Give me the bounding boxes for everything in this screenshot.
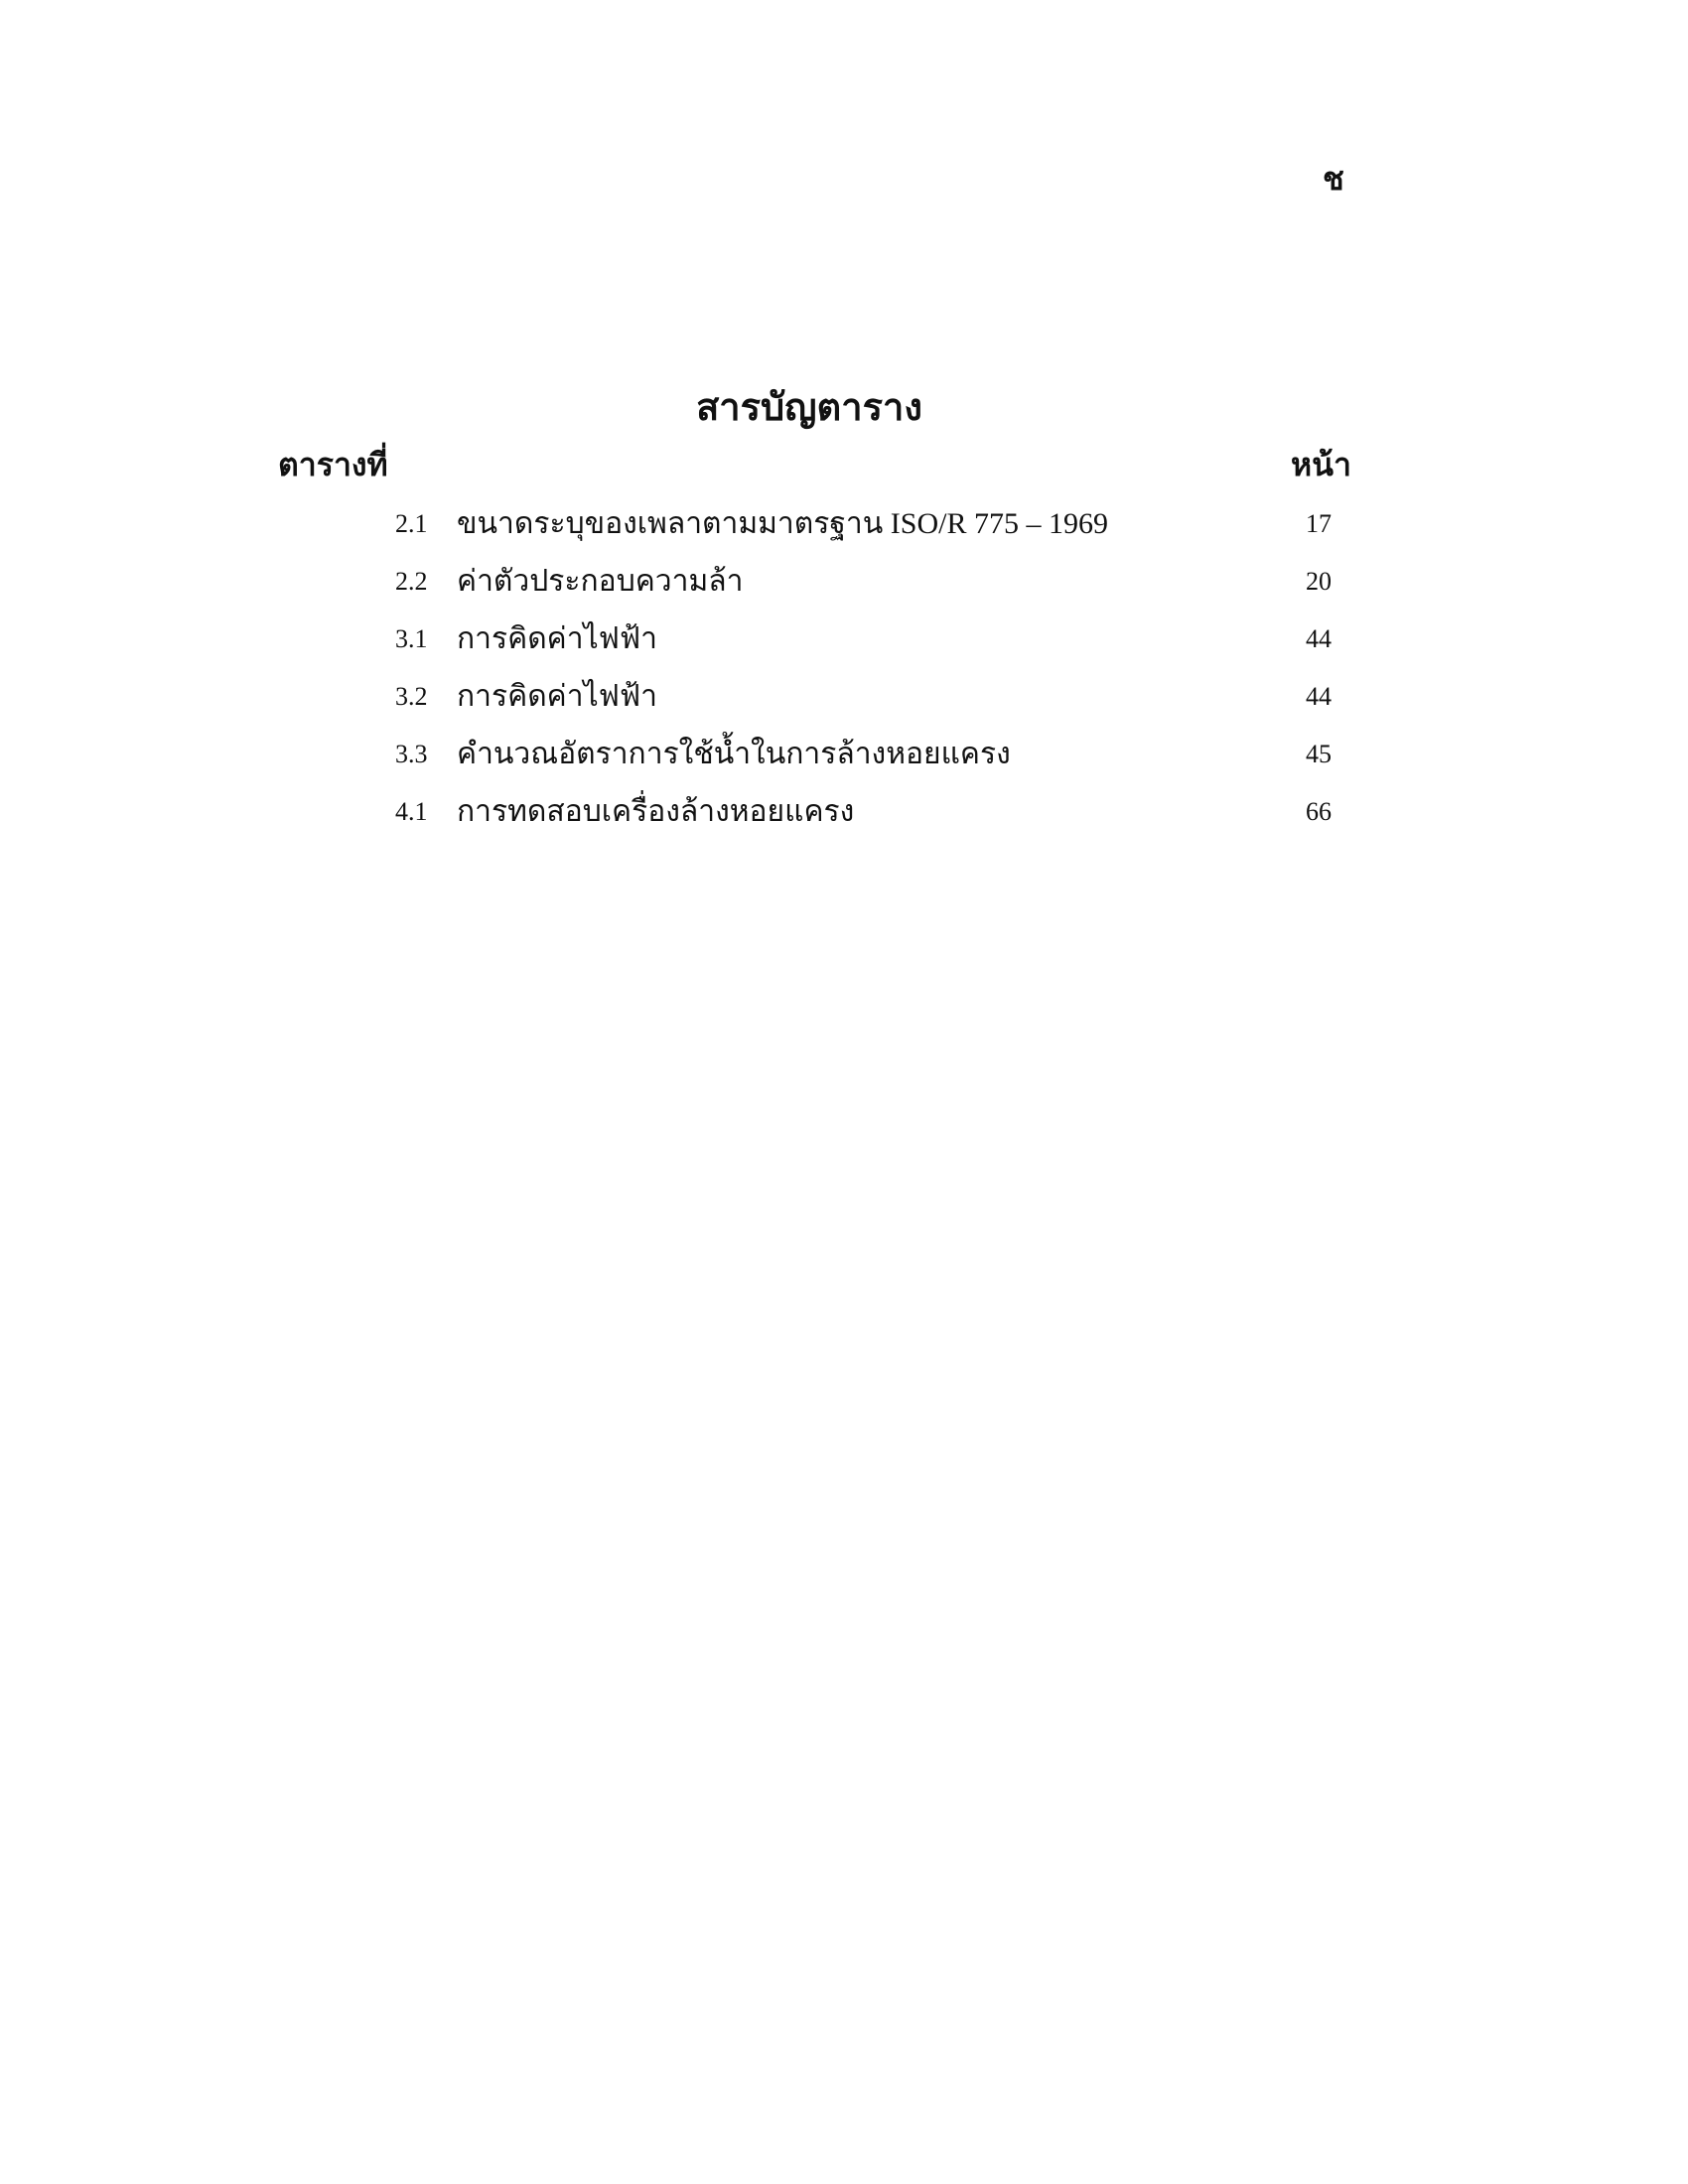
toc-entry[interactable] <box>0 733 1688 790</box>
toc-entry-title: การทดสอบเครื่องล้างหอยแครง <box>457 795 855 828</box>
toc-entry-title: การคิดค่าไฟฟ้า <box>457 622 658 655</box>
page-title: สารบัญตาราง <box>696 387 922 429</box>
page-number: ช <box>1323 161 1344 197</box>
table-number-column-header: ตารางที่ <box>278 447 388 482</box>
page-column-header: หน้า <box>1291 447 1351 482</box>
toc-entry-number: 3.3 <box>395 740 428 768</box>
toc-entry-page: 44 <box>1306 682 1332 711</box>
toc-entry-title: คำนวณอัตราการใช้น้ำในการล้างหอยแครง <box>457 738 1011 770</box>
toc-entry-title: การคิดค่าไฟฟ้า <box>457 680 658 713</box>
table-of-tables-list <box>0 502 1688 848</box>
toc-entry[interactable] <box>0 675 1688 733</box>
toc-entry-number: 3.1 <box>395 624 428 653</box>
toc-entry-title: ค่าตัวประกอบความล้า <box>457 565 744 598</box>
toc-entry-number: 2.1 <box>395 509 428 538</box>
toc-entry-page: 44 <box>1306 624 1332 653</box>
toc-entry-page: 20 <box>1306 567 1332 596</box>
toc-entry-number: 2.2 <box>395 567 428 596</box>
toc-entry[interactable] <box>0 790 1688 848</box>
toc-entry-number: 4.1 <box>395 797 428 826</box>
toc-entry-page: 66 <box>1306 797 1332 826</box>
toc-entry[interactable] <box>0 617 1688 675</box>
toc-entry-page: 17 <box>1306 509 1332 538</box>
toc-entry-number: 3.2 <box>395 682 428 711</box>
toc-entry[interactable] <box>0 560 1688 617</box>
toc-entry-title: ขนาดระบุของเพลาตามมาตรฐาน ISO/R 775 – 1969 <box>457 507 1108 540</box>
toc-entry-page: 45 <box>1306 740 1332 768</box>
toc-entry[interactable] <box>0 502 1688 560</box>
